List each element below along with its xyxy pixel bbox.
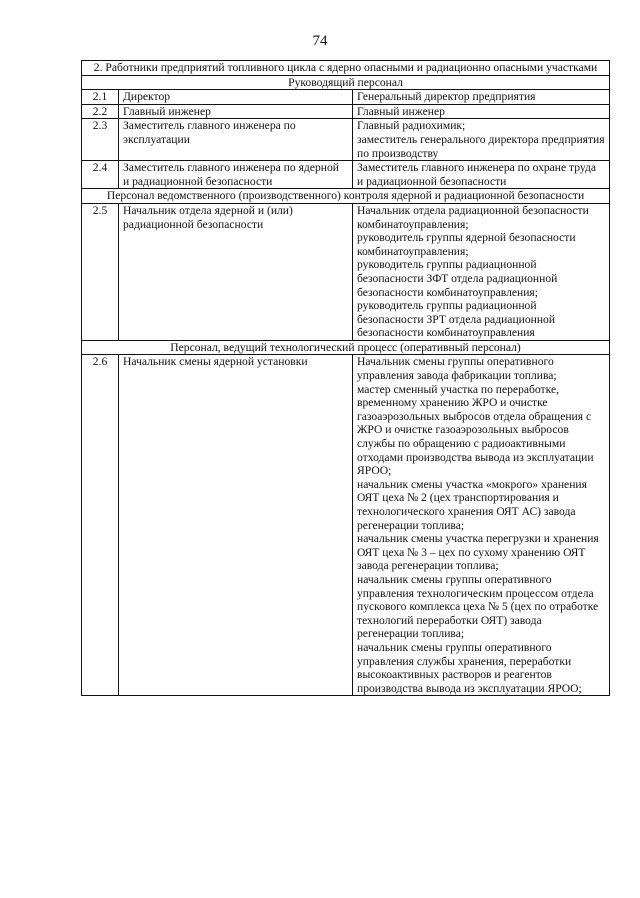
equivalent-item: начальник смены участка «мокрого» хранения ОЯТ цеха № 2 (цех транспортирования и технологического хранения ОЯТ АС) завода регенерации топлива; bbox=[357, 477, 587, 532]
position-name: Начальник отдела ядерной и (или) радиационной безопасности bbox=[119, 203, 353, 340]
group-heading-row bbox=[82, 340, 610, 355]
table-row bbox=[82, 119, 610, 161]
table-row bbox=[82, 161, 610, 189]
position-name: Главный инженер bbox=[119, 104, 353, 119]
equivalent-positions bbox=[353, 90, 610, 105]
section-title: 2. Работники предприятий топливного цикла с ядерно опасными и радиационно опасными участками bbox=[82, 61, 610, 76]
position-name: Директор bbox=[119, 90, 353, 105]
positions-table bbox=[81, 60, 610, 696]
row-number: 2.2 bbox=[82, 104, 119, 119]
table-row bbox=[82, 203, 610, 340]
group-heading: Персонал, ведущий технологический процесс (оперативный персонал) bbox=[82, 340, 610, 355]
group-heading-row bbox=[82, 189, 610, 204]
row-number: 2.3 bbox=[82, 119, 119, 161]
equivalent-item: руководитель группы ядерной безопасности комбинатоуправления; bbox=[357, 231, 576, 258]
equivalent-item: Начальник смены группы оперативного управления завода фабрикации топлива; bbox=[357, 355, 557, 383]
row-number: 2.5 bbox=[82, 203, 119, 340]
page-number: 74 bbox=[312, 33, 328, 49]
equivalent-positions bbox=[353, 119, 610, 161]
equivalent-item: руководитель группы радиационной безопасности ЗФТ отдела радиационной безопасности комбинатоуправления; bbox=[357, 258, 558, 299]
group-heading: Персонал ведомственного (производственного) контроля ядерной и радиационной безопасности bbox=[82, 189, 610, 204]
table-row bbox=[82, 90, 610, 105]
row-number: 2.4 bbox=[82, 161, 119, 189]
equivalent-item: мастер сменный участка по переработке, временному хранению ЖРО и очистке газоаэрозольных выбросов отдела обращения с ЖРО и очистке газоаэрозольных выбросов службы по обращению с радиоактивными отходами производства вывода из эксплуатации ЯРОО; bbox=[357, 382, 594, 478]
equivalent-item: Главный инженер bbox=[357, 104, 445, 118]
equivalent-item: Генеральный директор предприятия bbox=[357, 90, 536, 104]
row-number: 2.1 bbox=[82, 90, 119, 105]
equivalent-positions bbox=[353, 161, 610, 189]
position-name: Заместитель главного инженера по эксплуатации bbox=[119, 119, 353, 161]
table-row bbox=[82, 104, 610, 119]
equivalent-positions bbox=[353, 355, 610, 696]
equivalent-item: начальник смены группы оперативного управления службы хранения, переработки высокоактивных растворов и реагентов производства вывода из эксплуатации ЯРОО; bbox=[357, 640, 582, 695]
table-row bbox=[82, 355, 610, 696]
equivalent-positions bbox=[353, 203, 610, 340]
equivalent-item: Заместитель главного инженера по охране труда и радиационной безопасности bbox=[357, 161, 597, 188]
equivalent-item: руководитель группы радиационной безопасности ЗРТ отдела радиационной безопасности комбинатоуправления bbox=[357, 299, 556, 340]
equivalent-positions bbox=[353, 104, 610, 119]
equivalent-item: заместитель генерального директора предприятия по производству bbox=[357, 132, 605, 160]
equivalent-item: Главный радиохимик; bbox=[357, 119, 466, 133]
position-name: Заместитель главного инженера по ядерной и радиационной безопасности bbox=[119, 161, 353, 189]
section-title-row bbox=[82, 61, 610, 76]
group-heading-row bbox=[82, 75, 610, 90]
position-name: Начальник смены ядерной установки bbox=[119, 355, 353, 696]
equivalent-item: начальник смены участка перегрузки и хранения ОЯТ цеха № 3 – цех по сухому хранению ОЯТ завода регенерации топлива; bbox=[357, 532, 599, 573]
group-heading: Руководящий персонал bbox=[82, 75, 610, 90]
equivalent-item: Начальник отдела радиационной безопасности комбинатоуправления; bbox=[357, 203, 589, 231]
equivalent-item: начальник смены группы оперативного управления технологическим процессом отдела пускового комплекса цеха № 5 (цех по отработке технологий переработки ОЯТ) завода регенерации топлива; bbox=[357, 572, 599, 641]
row-number: 2.6 bbox=[82, 355, 119, 696]
